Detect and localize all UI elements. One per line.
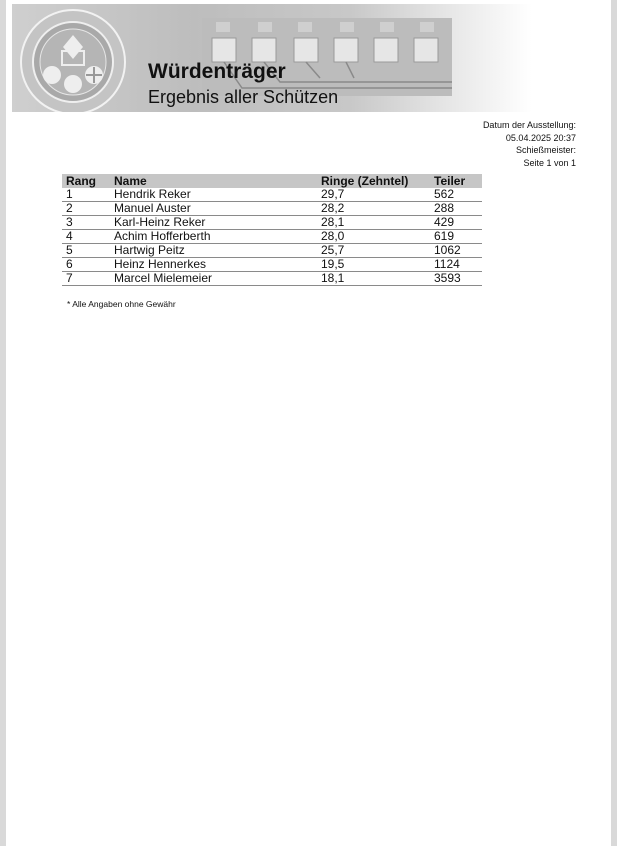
cell-divisor: 562 <box>430 188 482 202</box>
cell-rings: 19,5 <box>317 258 430 272</box>
table-row <box>62 188 482 202</box>
table-row <box>62 244 482 258</box>
cell-divisor: 288 <box>430 202 482 216</box>
report-subtitle: Ergebnis aller Schützen <box>148 87 339 107</box>
cell-rings: 28,1 <box>317 216 430 230</box>
cell-divisor: 1062 <box>430 244 482 258</box>
cell-rank: 3 <box>62 216 110 230</box>
report-title: Würdenträger <box>148 60 286 83</box>
column-header-divisor: Teiler <box>430 174 482 188</box>
disclaimer-footnote: * Alle Angaben ohne Gewähr <box>67 299 176 309</box>
table-row <box>62 258 482 272</box>
cell-rings: 25,7 <box>317 244 430 258</box>
club-seal-logo <box>18 7 128 112</box>
cell-divisor: 429 <box>430 216 482 230</box>
cell-rings: 29,7 <box>317 188 430 202</box>
cell-divisor: 3593 <box>430 272 482 286</box>
table-row <box>62 216 482 230</box>
table-row <box>62 202 482 216</box>
results-table <box>62 174 482 286</box>
report-meta <box>483 119 576 169</box>
cell-rank: 4 <box>62 230 110 244</box>
issue-date-value: 05.04.2025 20:37 <box>505 132 576 143</box>
table-row <box>62 272 482 286</box>
shooting-master-label: Schießmeister: <box>515 145 576 155</box>
report-page <box>6 0 611 846</box>
cell-name: Hendrik Reker <box>110 188 317 202</box>
cell-rings: 28,0 <box>317 230 430 244</box>
cell-name: Hartwig Peitz <box>110 244 317 258</box>
cell-name: Manuel Auster <box>110 202 317 216</box>
cell-name: Karl-Heinz Reker <box>110 216 317 230</box>
page-number: Seite 1 von 1 <box>523 157 576 168</box>
column-header-name: Name <box>110 174 317 188</box>
cell-rings: 28,2 <box>317 202 430 216</box>
cell-rank: 1 <box>62 188 110 202</box>
cell-name: Marcel Mielemeier <box>110 272 317 286</box>
issue-date-label: Datum der Ausstellung: <box>482 120 576 130</box>
cell-name: Heinz Hennerkes <box>110 258 317 272</box>
cell-name: Achim Hofferberth <box>110 230 317 244</box>
shooting-range-image <box>202 18 452 96</box>
table-row <box>62 230 482 244</box>
table-header-row <box>62 174 482 188</box>
cell-rank: 2 <box>62 202 110 216</box>
column-header-rank: Rang <box>62 174 110 188</box>
cell-rank: 6 <box>62 258 110 272</box>
cell-rings: 18,1 <box>317 272 430 286</box>
cell-rank: 7 <box>62 272 110 286</box>
cell-divisor: 1124 <box>430 258 482 272</box>
cell-divisor: 619 <box>430 230 482 244</box>
column-header-rings: Ringe (Zehntel) <box>317 174 430 188</box>
cell-rank: 5 <box>62 244 110 258</box>
